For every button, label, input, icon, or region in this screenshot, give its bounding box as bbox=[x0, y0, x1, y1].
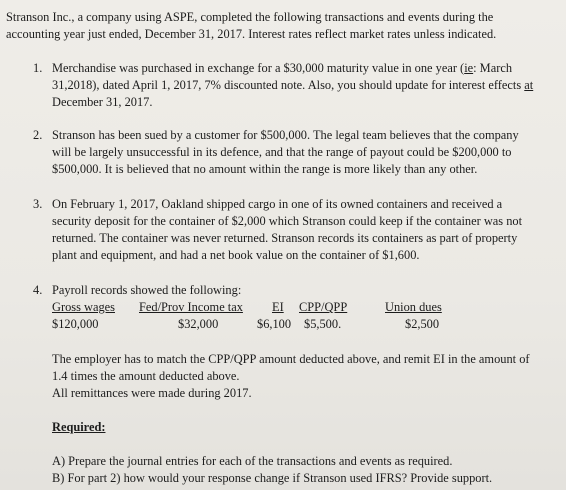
item-3-line-1: On February 1, 2017, Oakland shipped cargo in one of its owned containers and received a bbox=[52, 197, 503, 211]
required-part-b: B) For part 2) how would your response change if Stranson used IFRS? Provide support. bbox=[52, 471, 493, 485]
payroll-header-income-tax: Fed/Prov Income tax bbox=[139, 300, 243, 314]
item-2-number: 2. bbox=[33, 128, 43, 142]
employer-note-line-1: The employer has to match the CPP/QPP amount deducted above, and remit EI in the amount of bbox=[52, 352, 530, 366]
item-1-ie-abbrev: ie bbox=[464, 61, 474, 75]
payroll-value-cpp-qpp: $5,500. bbox=[304, 317, 342, 331]
item-1-at-word: at bbox=[524, 78, 534, 92]
item-2-line-2: will be largely unsuccessful in its defence, and that the range of payout could be $200,000 to bbox=[52, 145, 512, 159]
item-2-line-3: $500,000. It is believed that no amount within the range is more likely than any other. bbox=[52, 162, 478, 176]
intro-line-1: Stranson Inc., a company using ASPE, completed the following transactions and events during the bbox=[6, 10, 494, 24]
intro-line-2: accounting year just ended, December 31, 2017. Interest rates reflect market rates unless indicated. bbox=[6, 27, 497, 41]
employer-note-line-2: 1.4 times the amount deducted above. bbox=[52, 369, 240, 383]
item-4-line-1: Payroll records showed the following: bbox=[52, 283, 242, 297]
item-1-line-3: December 31, 2017. bbox=[52, 95, 153, 109]
required-part-a: A) Prepare the journal entries for each of the transactions and events as required. bbox=[52, 454, 453, 468]
payroll-header-cpp-qpp: CPP/QPP bbox=[299, 300, 348, 314]
item-3-line-2: security deposit for the container of $2,000 which Stranson could keep if the container was not bbox=[52, 214, 523, 228]
payroll-value-union-dues: $2,500 bbox=[405, 317, 440, 331]
item-3-line-4: plant and equipment, and had a net book value on the container of $1,600. bbox=[52, 248, 420, 262]
payroll-value-ei: $6,100 bbox=[257, 317, 292, 331]
required-heading: Required: bbox=[52, 420, 106, 434]
payroll-header-ei: EI bbox=[272, 300, 284, 314]
item-1-line-1 bbox=[52, 60, 512, 76]
payroll-header-union-dues: Union dues bbox=[385, 300, 442, 314]
payroll-value-gross-wages: $120,000 bbox=[52, 317, 99, 331]
payroll-value-income-tax: $32,000 bbox=[178, 317, 219, 331]
employer-note-line-3: All remittances were made during 2017. bbox=[52, 386, 252, 400]
item-3-number: 3. bbox=[33, 197, 43, 211]
item-3-line-3: returned. The container was never returned. Stranson records its containers as part of property bbox=[52, 231, 518, 245]
item-1-line-2 bbox=[52, 77, 533, 93]
item-2-line-1: Stranson has been sued by a customer for $500,000. The legal team believes that the company bbox=[52, 128, 519, 142]
payroll-header-gross-wages: Gross wages bbox=[52, 300, 115, 314]
item-1-line-1-tail: : March bbox=[473, 61, 513, 75]
item-1-line-2-text: 31,2018), dated April 1, 2017, 7% discounted note. Also, you should update for interest effects bbox=[52, 78, 525, 92]
item-4-number: 4. bbox=[33, 283, 43, 297]
item-1-line-1-text: Merchandise was purchased in exchange for a $30,000 maturity value in one year ( bbox=[52, 61, 465, 75]
item-1-number: 1. bbox=[33, 61, 43, 75]
